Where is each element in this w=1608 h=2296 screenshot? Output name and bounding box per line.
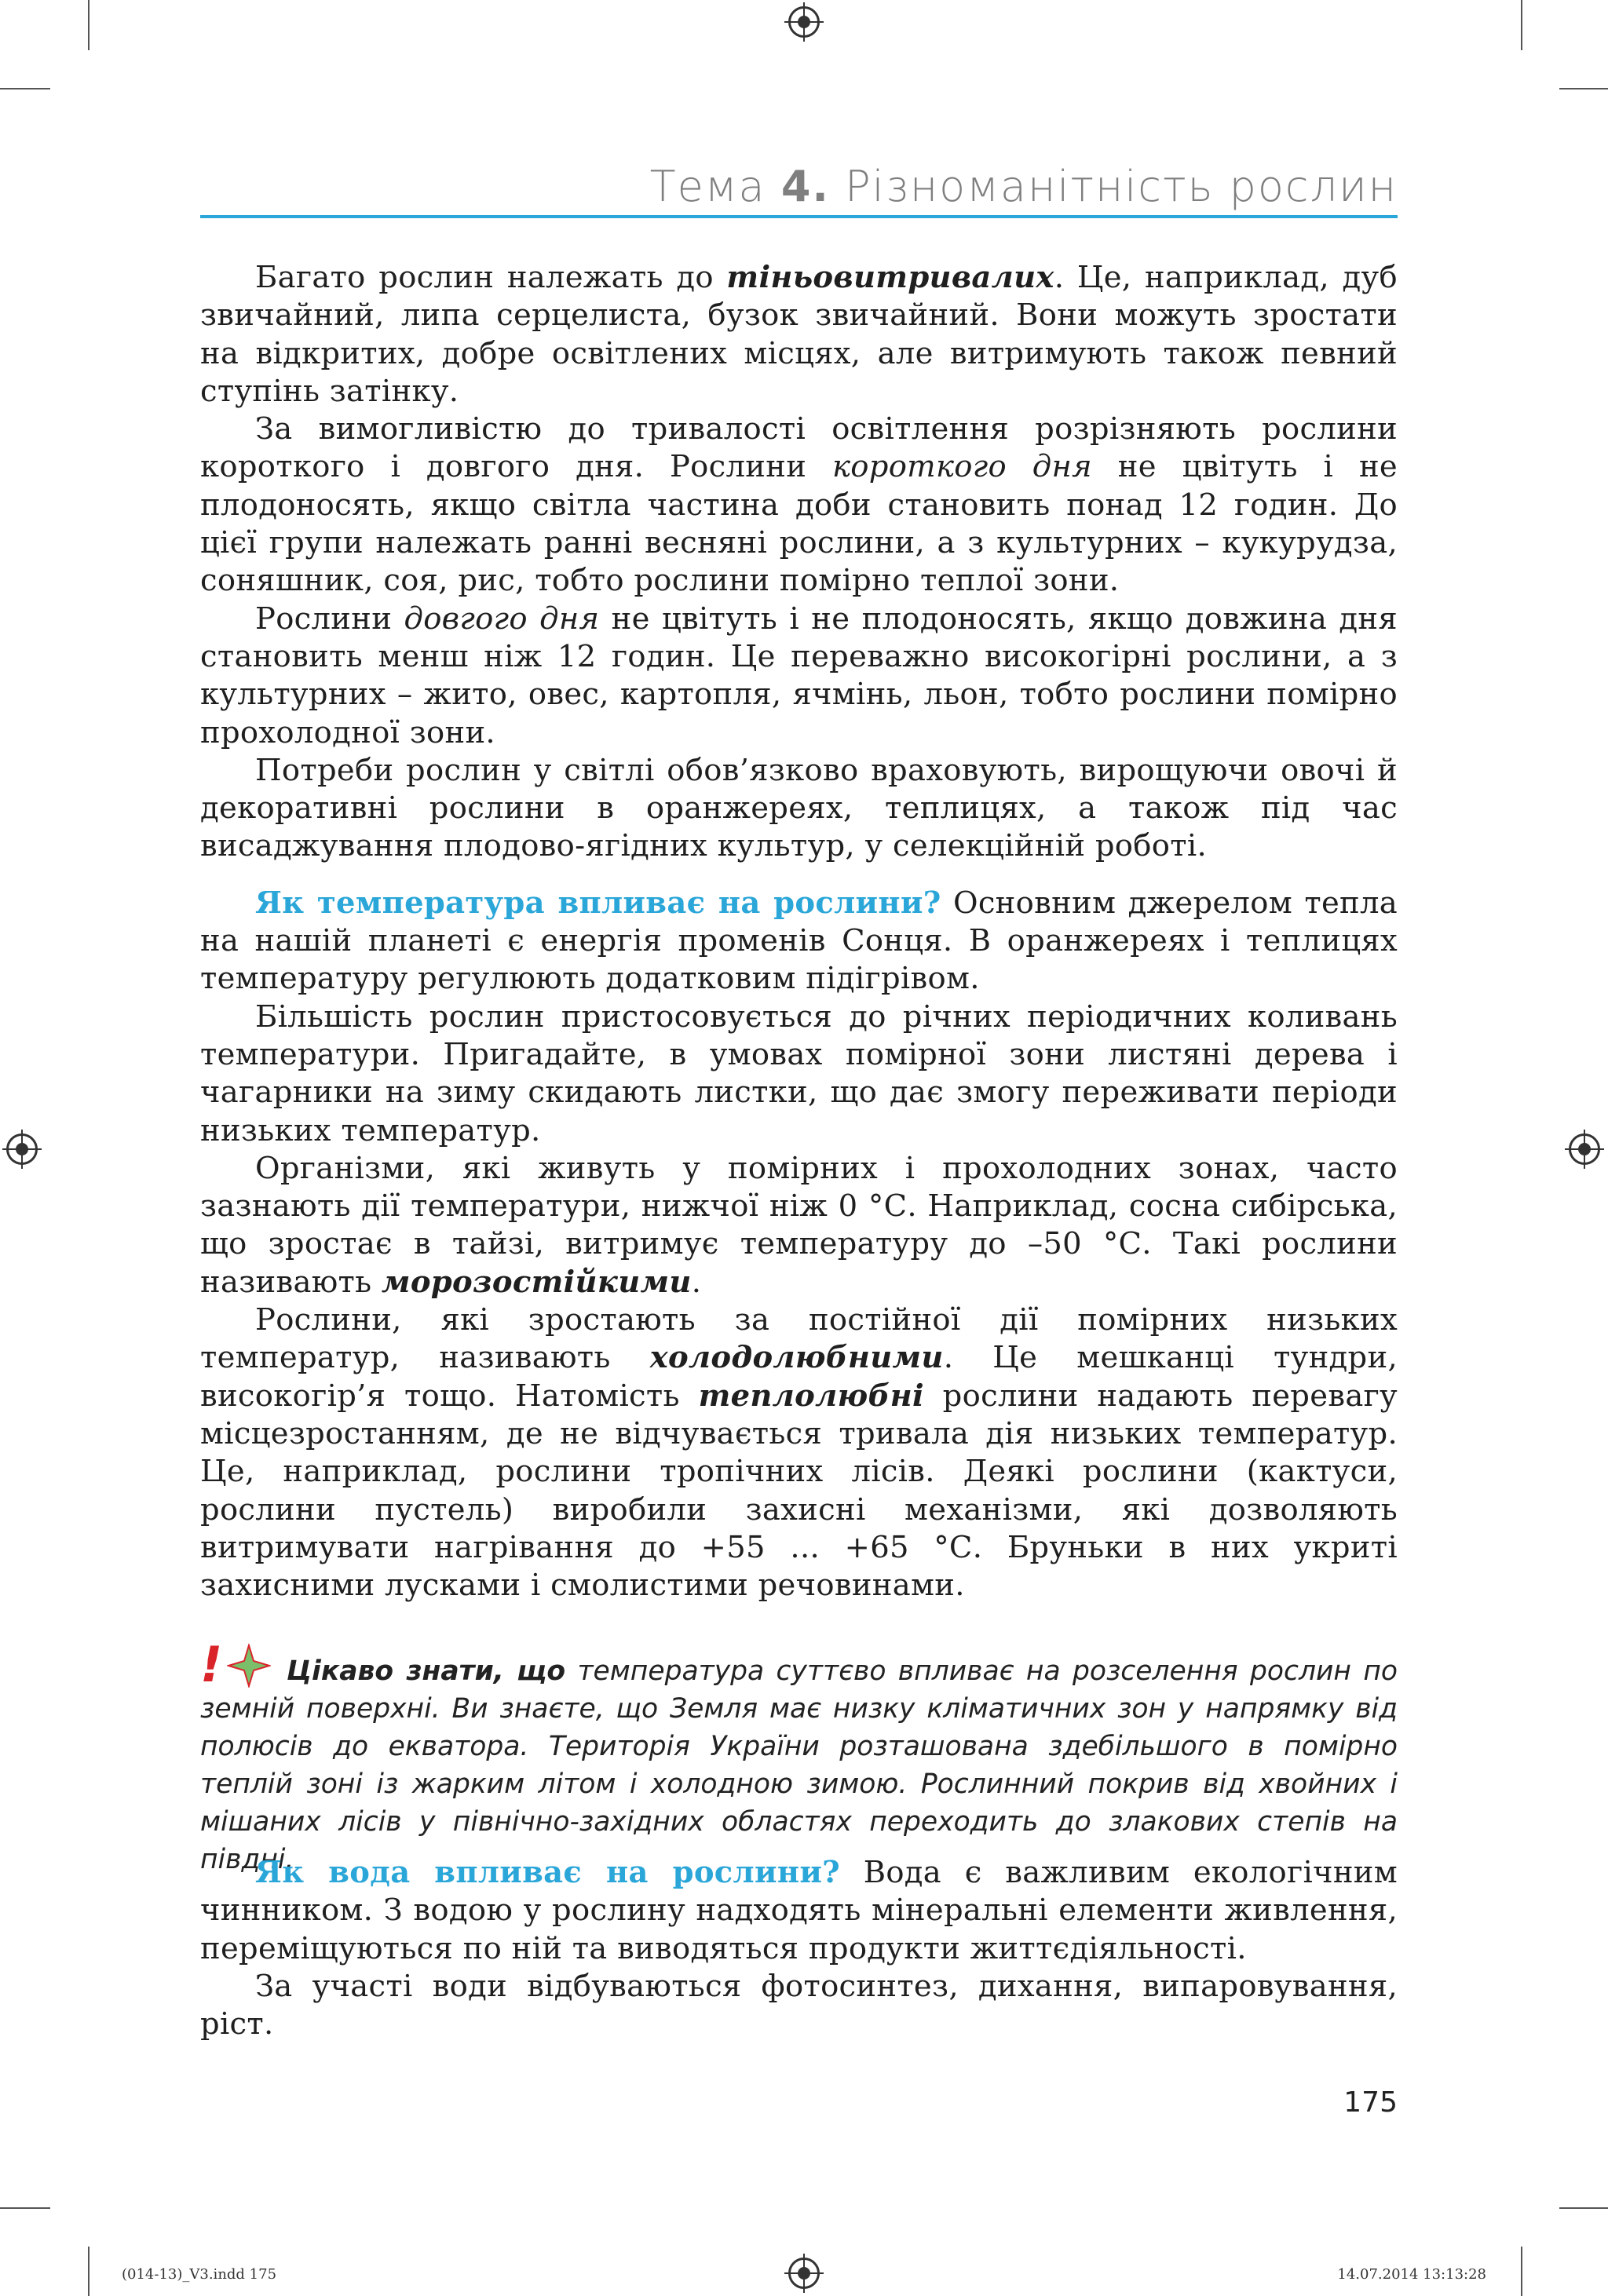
text-run: Потреби рослин у світлі обов’язково враховують, вирощуючи овочі й декоративні рослини в оранжереях, теплицях, а також під час висаджування плодово-ягідних культур, у селекційній роботі. [200, 752, 1398, 864]
text-run: За вимогливістю до тривалості освітлення розрізняють рослини короткого і довгого дня. Рослини [200, 411, 1398, 485]
term-bold: морозостійкими [381, 1264, 692, 1300]
text-run: . Це мешканці тундри, високогір’я тощо. Натомість [200, 1340, 1398, 1414]
crop-mark [1521, 2247, 1522, 2296]
term-bold: тіньовитривалих [726, 260, 1054, 295]
running-header [650, 162, 1398, 211]
paragraph [200, 411, 1398, 600]
footer-date: 14.07.2014 13:13:28 [1337, 2266, 1486, 2283]
crop-mark [1559, 88, 1608, 89]
text-run: не цвітуть і не плодоносять, якщо довжина дня становить менш ніж 12 годин. Це переважно високогірні рослини, а з культурних – жито, овес, картопля, ячмінь, льон, тобто рослини помірно прохолодної зони. [200, 600, 1398, 750]
paragraph [200, 998, 1398, 1150]
text-run: рослини надають перевагу місцезростанням, де не відчувається тривала дія низьких температур. Це, наприклад, рослини тропічних лісів. Деякі рослини (кактуси, рослини пустель) виробили захисні механізми, які дозволяють витримувати нагрівання до +55 ... +65 °С. Бруньки в них укриті захисними лусками і смолистими речовинами. [200, 1378, 1398, 1604]
exclamation-icon: ! [200, 1636, 223, 1693]
term-bold: теплолюбні [698, 1378, 924, 1414]
term-italic: короткого дня [831, 449, 1092, 485]
registration-mark-icon [788, 6, 820, 38]
header-rule [200, 215, 1398, 218]
star-icon [227, 1644, 271, 1688]
footer-file: (014-13)_V3.indd 175 [122, 2266, 277, 2283]
text-run: Вода є важливим екологічним чинником. З водою у рослину надходять мінеральні елементи живлення, переміщуються по ній та виводяться продукти життєдіяльності. [200, 1855, 1398, 1966]
registration-mark-icon [6, 1133, 38, 1165]
crop-mark [88, 0, 90, 50]
header-number: 4. [780, 162, 830, 211]
text-run: Багато рослин належать до [255, 260, 727, 295]
paragraph [200, 1854, 1398, 1968]
text-run: Більшість рослин пристосовується до річних періодичних коливань температури. Пригадайте, в умовах помірної зони листяні дерева і чагарники на зиму скидають листки, що дає змогу переживати періоди низьких температур. [200, 998, 1398, 1148]
crop-mark [1559, 2207, 1608, 2209]
main-text [200, 259, 1398, 1604]
text-run: Рослини, які зростають за постійної дії помірних низьких температур, називають [200, 1302, 1398, 1376]
paragraph [200, 259, 1398, 411]
paragraph [200, 600, 1398, 752]
term-italic: довгого дня [404, 600, 600, 637]
paragraph [200, 1150, 1398, 1301]
text-run: Рослини [255, 600, 404, 637]
registration-mark-icon [1569, 1133, 1600, 1165]
note-icons [200, 1636, 287, 1693]
text-run: Організми, які живуть у помірних і прохолодних зонах, часто зазнають дії температури, нижчої ніж 0 °С. Наприклад, сосна сибірська, що зростає в тайзі, витримує температуру до –50 °С. Такі рослини називають [200, 1150, 1398, 1300]
section-question: Як температура впливає на рослини? [255, 885, 941, 921]
paragraph [200, 752, 1398, 866]
crop-mark [0, 2207, 50, 2209]
text-run: Основним джерелом тепла на нашій планеті є енергія променів Сонця. В оранжереях і теплицях температуру регулюють додатковим підігрівом. [200, 885, 1398, 997]
text-run: . Це, наприклад, дуб звичайний, липа серцелиста, бузок звичайний. Вони можуть зростати на відкритих, добре освітлених місцях, але витримують також певний ступінь затінку. [200, 260, 1398, 409]
term-bold: холодолюбними [649, 1340, 944, 1376]
note-lead: Цікаво знати, що [287, 1655, 566, 1687]
paragraph [200, 1301, 1398, 1604]
note-body: температура суттєво впливає на розселення рослин по земній поверхні. Ви знаєте, що Земля має низку кліматичних зон у напрямку від полюсів до екватора. Територія України розташована здебільшого в помірно теплій зоні із жарким літом і холодною зимою. Рослинний покрив від хвойних і мішаних лісів у північно-західних областях переходить до злакових степів на півдні. [200, 1655, 1398, 1875]
header-title: Різноманітність рослин [845, 162, 1398, 211]
main-text-continued [200, 1854, 1398, 2043]
text-run: За участі води відбуваються фотосинтез, дихання, випаровування, ріст. [200, 1968, 1398, 2042]
crop-mark [0, 88, 50, 89]
section-question: Як вода впливає на рослини? [255, 1855, 841, 1890]
header-prefix: Тема [649, 162, 766, 211]
crop-mark [1521, 0, 1522, 50]
text-run: не цвітуть і не плодоносять, якщо світла частина доби становить понад 12 годин. До цієї групи належать ранні весняні рослини, а з культурних – кукурудза, соняшник, соя, рис, тобто рослини помірно теплої зони. [200, 449, 1398, 599]
paragraph [200, 1968, 1398, 2044]
text-run: . [691, 1264, 702, 1300]
registration-mark-icon [788, 2258, 820, 2289]
crop-mark [88, 2247, 90, 2296]
fact-note [200, 1636, 1398, 1878]
page-number: 175 [1343, 2086, 1398, 2119]
paragraph [200, 885, 1398, 998]
